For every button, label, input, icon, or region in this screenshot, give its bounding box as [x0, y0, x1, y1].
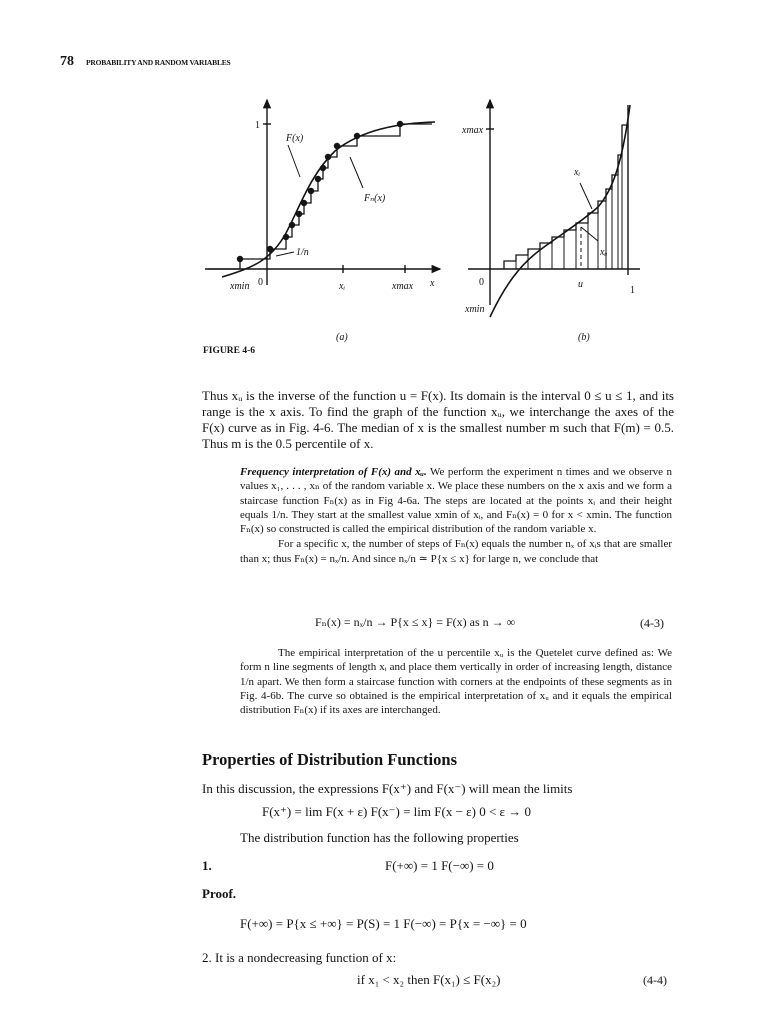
proof-label: Proof. — [202, 886, 237, 901]
label-b-zero: 0 — [479, 277, 484, 288]
label-a-zero: 0 — [258, 277, 263, 288]
eq-4-3: Fₙ(x) = nₓ/n → P{x ≤ x} = F(x) as n → ∞ — [315, 615, 516, 629]
label-a-x: x — [430, 278, 435, 289]
freq-title: Frequency interpretation of F(x) and xᵤ. — [240, 466, 427, 478]
panel-a-leaders — [276, 145, 363, 256]
page-number: 78 — [60, 54, 74, 69]
page-header — [60, 52, 231, 70]
percentile-curve — [490, 105, 630, 317]
label-b-xmin: xmin — [465, 304, 485, 315]
label-a-xmax: xmax — [392, 281, 414, 292]
label-a-step: 1/n — [296, 247, 309, 258]
para6: The distribution function has the following properties — [240, 830, 519, 845]
caption-a: (a) — [336, 332, 348, 343]
empirical-staircase — [208, 124, 432, 269]
figure-svg — [200, 95, 670, 355]
label-a-xmin: xmin — [230, 281, 250, 292]
label-b-xu: xᵤ — [600, 247, 608, 258]
label-a-one: 1 — [255, 120, 260, 131]
eq-4-4: if x₁ < x₂ then F(x₁) ≤ F(x₂) — [357, 972, 501, 987]
item1-number: 1. — [202, 858, 212, 873]
item1-equation: F(+∞) = 1 F(−∞) = 0 — [385, 858, 494, 873]
panel-b-labels — [461, 125, 635, 343]
label-a-Fn: Fₙ(x) — [364, 193, 386, 204]
para1: Thus xᵤ is the inverse of the function u = F(x). Its domain is the interval 0 ≤ u ≤ 1, and its range is the x axis. To find the graph of the function xᵤ, we interchange the axes of the F(x) curve as in Fig. 4-6. The median of x is the smallest number m such that F(m) = 0.5. Thus m is the 0.5 percentile of x. — [202, 388, 674, 451]
para5: In this discussion, the expressions F(x⁺) and F(x⁻) will mean the limits — [202, 781, 573, 796]
text-para1 — [202, 388, 674, 452]
figure-4-6 — [200, 95, 670, 355]
label-b-one: 1 — [630, 285, 635, 296]
caption-b: (b) — [578, 332, 590, 343]
item2: 2. It is a nondecreasing function of x: — [202, 950, 397, 965]
running-head: PROBABILITY AND RANDOM VARIABLES — [86, 58, 231, 67]
eq-limits: F(x⁺) = lim F(x + ε) F(x⁻) = lim F(x − ε) 0 < ε → 0 — [262, 804, 531, 819]
eq-4-3-number: (4-3) — [640, 616, 664, 630]
label-b-xmax: xmax — [462, 125, 484, 136]
panel-b — [468, 100, 640, 317]
label-a-F: F(x) — [286, 133, 304, 144]
label-b-u: u — [578, 279, 583, 290]
figure-label: FIGURE 4-6 — [203, 346, 255, 356]
cdf-curve — [222, 122, 435, 277]
panel-a-dots — [237, 121, 403, 262]
freq-body: We perform the experiment n times and we observe n values x₁, . . . , xₙ of the random variable x. We place these numbers on the x axis and we form a staircase function Fₙ(x) as in Fig 4-6a. The steps are located at the points xᵢ and their height equals 1/n. They start at the smallest value xmin of xᵢ, and Fₙ(x) = 0 for x < xmin. The function Fₙ(x) so constructed is called the empirical distribution of the random variable x. — [240, 466, 673, 536]
text-freq — [240, 465, 672, 566]
text-para5 — [202, 781, 674, 797]
proof-equation: F(+∞) = P{x ≤ +∞} = P(S) = 1 F(−∞) = P{x = −∞} = 0 — [240, 916, 527, 931]
eq-4-4-number: (4-4) — [643, 973, 667, 987]
para3: For a specific x, the number of steps of Fₙ(x) equals the number nₓ of xᵢs that are smaller than x; thus Fₙ(x) = nₓ/n. And since nₓ/n ≃ P{x ≤ x} for large n, we conclude that — [240, 538, 672, 565]
quetelet-staircase — [504, 125, 628, 269]
label-a-xi: xᵢ — [339, 281, 346, 292]
text-quetelet — [240, 646, 672, 717]
section-heading: Properties of Distribution Functions — [202, 750, 457, 769]
para4: The empirical interpretation of the u percentile xᵤ is the Quetelet curve defined as: We form n line segments of length xᵢ and place them vertically in order of increasing length, distance 1/n apart. We then form a staircase function with corners at the endpoints of these segments as in Fig. 4-6b. The curve so obtained is the empirical interpretation of xᵤ and it equals the empirical distribution Fₙ(x) if its axes are interchanged. — [240, 647, 672, 717]
label-b-xi: xᵢ — [574, 167, 581, 178]
